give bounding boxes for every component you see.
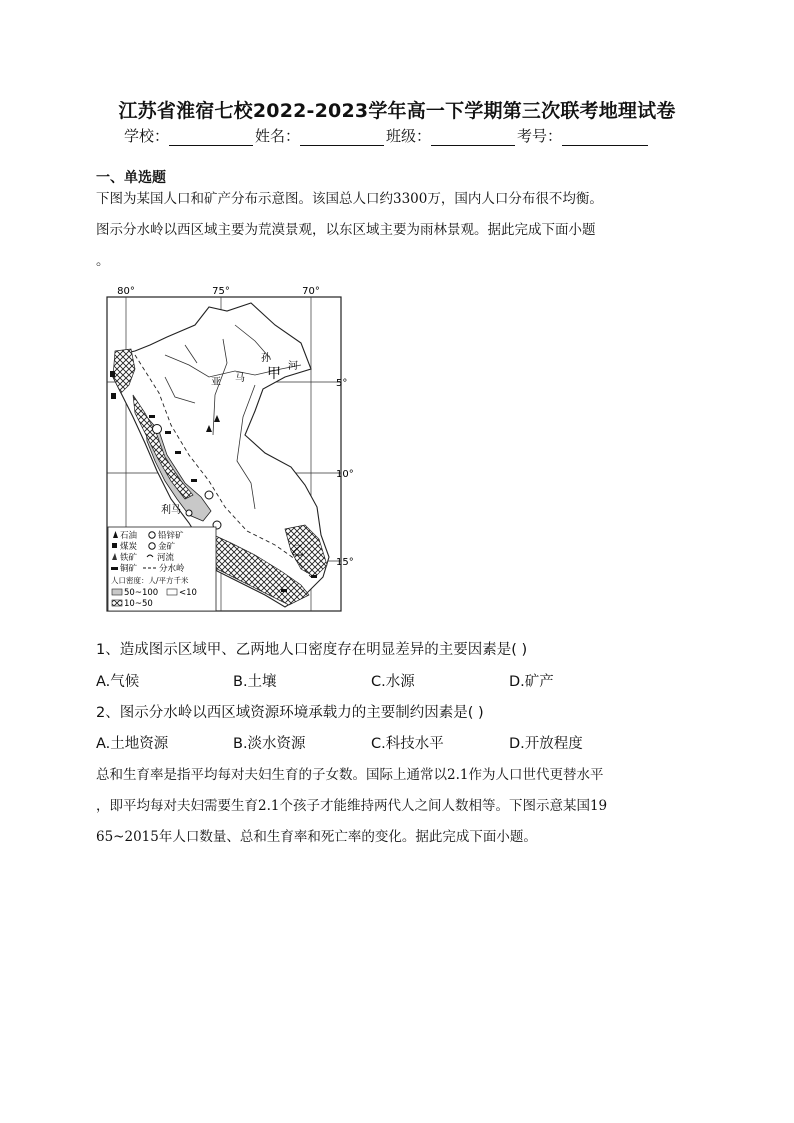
river-label-ma: 马 bbox=[235, 373, 245, 384]
map-legend bbox=[108, 527, 216, 611]
legend-gold-icon bbox=[149, 543, 155, 549]
legend-density-lt10: <10 bbox=[179, 588, 197, 598]
question-2-options bbox=[96, 732, 696, 754]
legend-iron: 铁矿 bbox=[120, 553, 138, 563]
coal-icon bbox=[111, 393, 116, 399]
lima-city-icon bbox=[186, 510, 192, 516]
legend-copper-icon bbox=[111, 567, 118, 570]
legend-copper: 铜矿 bbox=[120, 564, 138, 574]
intro-1-line-1: 下图为某国人口和矿产分布示意图。该国总人口约3300万，国内人口分布很不均衡。 bbox=[96, 191, 603, 207]
question-2-stem: 2、图示分水岭以西区域资源环境承载力的主要制约因素是( ) bbox=[96, 705, 484, 721]
legend-river: 河流 bbox=[157, 553, 175, 563]
legend-lead-zinc: 铅锌矿 bbox=[158, 531, 184, 541]
q2-option-b[interactable]: B.淡水资源 bbox=[233, 736, 306, 752]
question-1-stem: 1、造成图示区域甲、乙两地人口密度存在明显差异的主要因素是( ) bbox=[96, 642, 528, 658]
lon-label-80: 80° bbox=[117, 286, 135, 297]
legend-coal: 煤炭 bbox=[120, 542, 138, 552]
intro-2-line-3: 65~2015年人口数量、总和生育率和死亡率的变化。据此完成下面小题。 bbox=[96, 829, 537, 845]
legend-gold: 金矿 bbox=[158, 542, 176, 552]
lat-label-5: 5° bbox=[336, 378, 348, 389]
river-label-ya: 亚 bbox=[211, 377, 221, 388]
lat-label-15: 15° bbox=[336, 557, 354, 568]
intro-paragraph-2 bbox=[96, 760, 696, 853]
region-jia-label: 甲 bbox=[267, 366, 281, 382]
intro-1-line-3: 。 bbox=[96, 253, 110, 269]
copper-icon bbox=[165, 431, 171, 434]
class-label: 班级： bbox=[386, 127, 432, 145]
city-lima-label: 利马 bbox=[161, 505, 181, 516]
exam-no-label: 考号： bbox=[517, 127, 563, 145]
name-blank[interactable] bbox=[300, 131, 384, 146]
legend-density-50-100: 50~100 bbox=[124, 588, 159, 598]
intro-2-line-2: ，即平均每对夫妇需要生育2.1个孩子才能维持两代人之间人数相等。下图示意某国19 bbox=[96, 798, 608, 814]
gold-icon bbox=[153, 425, 162, 434]
legend-density-10-50: 10~50 bbox=[124, 599, 153, 609]
lon-label-70: 70° bbox=[302, 286, 320, 297]
legend-coal-icon bbox=[112, 543, 117, 548]
copper-icon bbox=[191, 479, 197, 482]
legend-lead-zinc-icon bbox=[149, 532, 155, 538]
coal-icon bbox=[110, 371, 115, 377]
q2-option-d[interactable]: D.开放程度 bbox=[509, 736, 583, 752]
student-info-row bbox=[124, 125, 684, 146]
school-label: 学校： bbox=[124, 127, 170, 145]
q2-option-c[interactable]: C.科技水平 bbox=[371, 736, 444, 752]
class-blank[interactable] bbox=[431, 131, 515, 146]
legend-density-lt10-swatch bbox=[167, 589, 177, 595]
copper-icon bbox=[175, 451, 181, 454]
question-1-options bbox=[96, 670, 696, 692]
legend-density-10-50-swatch bbox=[112, 600, 122, 606]
legend-divide: 分水岭 bbox=[159, 564, 185, 574]
lead-zinc-icon bbox=[205, 491, 213, 499]
population-mineral-map bbox=[105, 285, 354, 613]
intro-1-line-2: 图示分水岭以西区域主要为荒漠景观，以东区域主要为雨林景观。据此完成下面小题 bbox=[96, 222, 596, 238]
copper-icon bbox=[281, 589, 287, 592]
copper-icon bbox=[311, 575, 317, 578]
q1-option-c[interactable]: C.水源 bbox=[371, 674, 415, 690]
school-blank[interactable] bbox=[169, 131, 253, 146]
river-label-he: 河 bbox=[288, 361, 298, 372]
name-label: 姓名： bbox=[255, 127, 301, 145]
legend-density-title: 人口密度：人/平方千米 bbox=[111, 576, 189, 585]
section-heading: 一、单选题 bbox=[96, 170, 166, 186]
lon-label-75: 75° bbox=[212, 286, 230, 297]
exam-title: 江苏省淮宿七校2022-2023学年高一下学期第三次联考地理试卷 bbox=[118, 100, 676, 122]
legend-oil: 石油 bbox=[120, 531, 138, 541]
copper-icon bbox=[149, 415, 155, 418]
exam-no-blank[interactable] bbox=[562, 131, 648, 146]
river-label-sun: 孙 bbox=[261, 353, 271, 364]
q1-option-d[interactable]: D.矿产 bbox=[509, 674, 554, 690]
q1-option-b[interactable]: B.土壤 bbox=[233, 674, 277, 690]
region-yi-label: 乙 bbox=[291, 544, 305, 559]
intro-paragraph-1 bbox=[96, 184, 696, 277]
q2-option-a[interactable]: A.土地资源 bbox=[96, 736, 169, 752]
intro-2-line-1: 总和生育率是指平均每对夫妇生育的子女数。国际上通常以2.1作为人口世代更替水平 bbox=[96, 767, 604, 783]
q1-option-a[interactable]: A.气候 bbox=[96, 674, 140, 690]
legend-density-50-100-swatch bbox=[112, 589, 122, 595]
lat-label-10: 10° bbox=[336, 469, 354, 480]
